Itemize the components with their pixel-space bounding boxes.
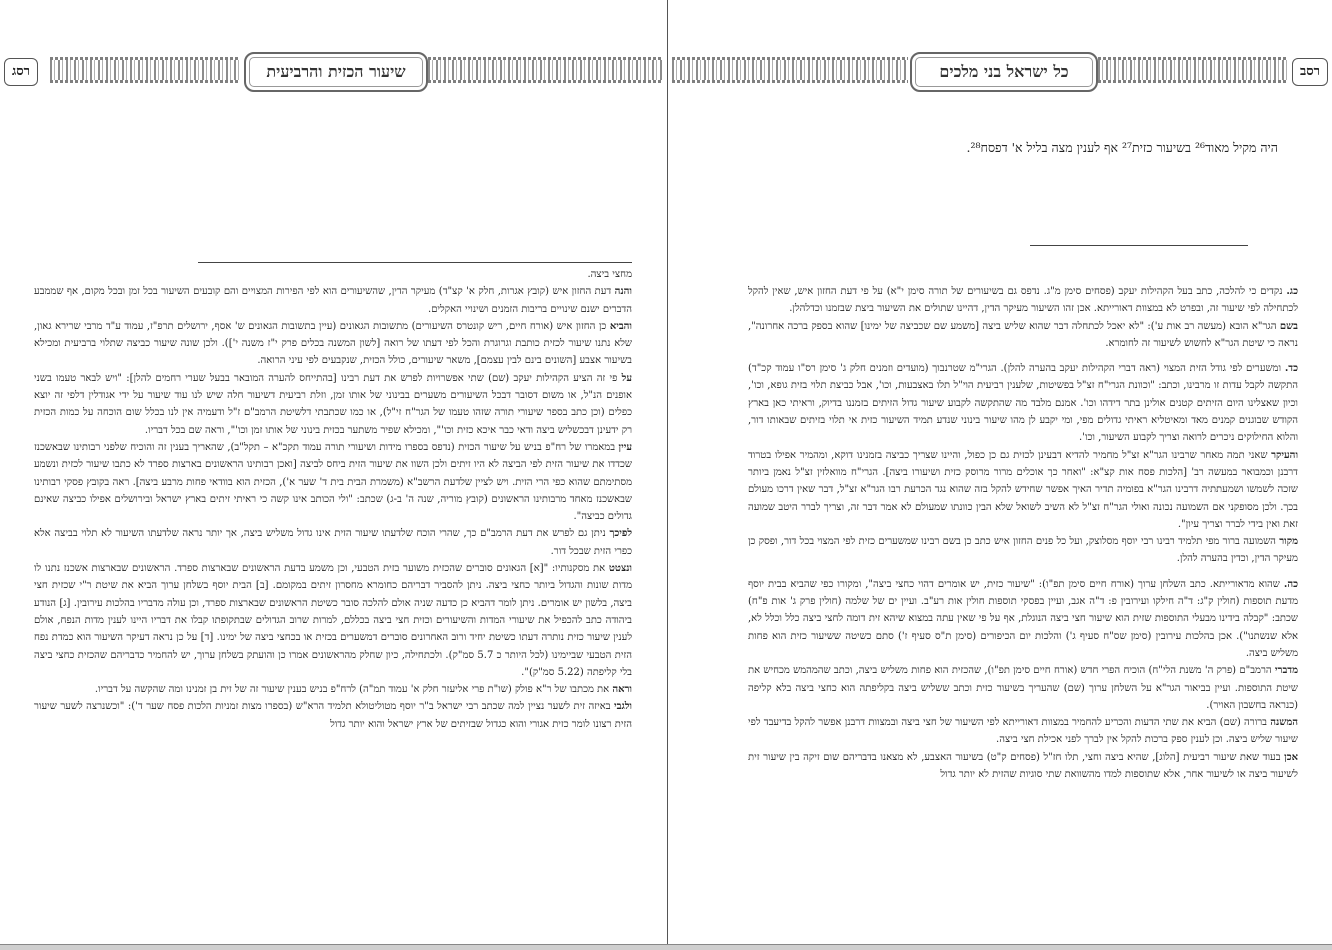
footnote-paragraph (748, 662, 1298, 714)
footnote-text: במאמרו של רח"פ בניש על שיעור הכזית (נדפס בספרו מידות ושיעורי תורה עמוד תקכ"א – תקל"ב), שהאריך בענין זה והוכיח שלפני רבותינו שבאשכנז שכדדו את שיעור הזית לפי הביצה לא היו זיתים ולכן השוו את שיעור הזית ביחס לביצה [ואכן רבותינו הראשונים בארצות ספרד לא כתבו שיעור לכזית ונשמע מסתימתם שהוא כפי הרי הזית. ויש לציין שלדעת הרשב"א (משמרת הבית בית ד' שער א'), הכזית הוא בוודאי פחות מרבע ביצה]. ראה בקובץ פסקי רבותינו שבאשכנז מאחד מרבותינו הראשונים (קובץ מוריה, שנה ה' ב-ג) שכתב: "ולי הכותב אינו קשה כי ראיתי זיתים בארץ ישראל ובירושלים אפילו כביצה שאינם גדולים כביצה". (34, 441, 632, 523)
page-number: רסג (4, 58, 38, 86)
ornamental-border (50, 60, 240, 80)
footnote-paragraph (34, 266, 632, 283)
footnote-text: שאני תמה מאחר שרבינו הגר"א זצ"ל מחמיר להדיא דבעינן לכזית גם כן כפול, והיינו שצריך כביצה בזמנינו דוקא, ומהמיר אפילו בטרוד דרבנן וכמבואר במעשה רב' [הלכות פסח אות קצ"א: "ואחר כך אוכלים מרור מרוסק כזית ושיעורו ביצה]. הגרי"ח מוואלזין זצ"ל נאמן ביותר שזכה לשמשו ושמעתתיה דרבינו הגר"א בפומיה תדיר האיך אפשר שחידש להקל בזה שהוא נגד הכרעת רבו הגר"א זצ"ל, דבר שאין דרכו מעולם בכך. ולכן מסופקני אם השמועה נכונה ואולי הגר"ח זצ"ל לא השיב לשואל שלא הבין כוונתו שמעולם לא אמר דבר זה, וצריך לברר היטב שמועה זאת ואין בידי לברר וצריך עיון". (748, 449, 1298, 530)
footnote-lead-word: על (621, 372, 632, 384)
footnote-paragraph (748, 360, 1298, 446)
footnotes-block (748, 283, 1298, 883)
paragraph-gap (748, 568, 1298, 576)
footnote-paragraph (748, 447, 1298, 533)
footnote-paragraph (748, 533, 1298, 568)
footnote-lead-word: המשנה (1270, 717, 1298, 729)
footnote-text: בעוד שאת שיעור רביעית [הלוג], שהיא ביצה וחצי, תלו חז"ל (פסחים ק"ט) בשיעור האצבע, לא מצאנו בדבריהם שום זיקה בין שיעור זית לשיעור ביצה או לשיעור אחר, אלא שתוספות למדו מהשוואת שתי סוגיות שהזית לא יותר גדול (748, 751, 1298, 781)
footnote-text: ניתן גם לפרש את דעת הרמב"ם כך, שהרי הוכח שלדעתו שיעור הזית אינו גדול משליש ביצה, אך יותר נראה שלדעתו השיעור לא תלוי בביצה אלא כפרי הזית שבכל דור. (34, 528, 632, 557)
footnote-lead-word: והעיקר (1271, 449, 1298, 461)
window-bottom-edge (0, 944, 1332, 950)
footnote-paragraph (34, 370, 632, 439)
right-page (668, 0, 1332, 944)
footnote-text: הגר"א הובא (מעשה רב אות ע'): "לא יאכל לכתחלה דבר שהוא שליש ביצה [משמע שם שכביצה של ימינו] שהוא בספק ברכה אחרונה", נראה כי שיטת הגר"א לחשוש לשיעור זה לחומרא. (748, 320, 1298, 349)
footnote-text: הרמב"ם (פרק ה' משנת הלי"ח) הוכיח הפרי חדש (אורח חיים סימן תפ"ו), שהכזית הוא פחות משליש ביצה, וכתב שהמהמש מכחיש את שיטת התוספות. ועיין בביאור הגר"א על השלחן ערוך (שם) שהעריך בשיעור כזית וכתב ששליש ביצה בקליפתה הוא כחצי ביצה בלא קליפה (כנראה בחשבון האויר). (748, 665, 1298, 711)
footnote-separator (1030, 245, 1248, 246)
footnote-lead-word: אכן (1284, 751, 1298, 763)
footnote-lead-word: והביא (609, 320, 632, 332)
ornamental-border (672, 60, 908, 80)
footnote-text: כן החזון איש (אורח חיים, ריש קונטרס השיעורים) מתשובות הגאונים (עיין בתשובות הגאונים ש' אסף, ירושלים תרפ"ז, עמוד ע"ד מרבי שרירא גאון, שלא נתנו שיעור לכזית כותבת וגרוגרת והכל לפי דעתו של רואה [לשון המשנה בכלים פרק י"ז משנה י']). ולכן שונה שיעור כביצה שתלוי ברביעית ומכילא בשיעור אצבע [השונים בינם לבין עצמם], משאר שיעורים, כולל הכזית, שנקבעים לפי עיני הרואה. (34, 320, 632, 367)
footnote-text: שהוא מדאורייתא. כתב השלחן ערוך (אורח חיים סימן תפ"ו): "שיעור כזית, יש אומרים דהוי כחצי ביצה", ומקורו כפי שהביא בבית יוסף מדעת תוספות (חולין ק"ג: ד"ה חילקו ועירובין פ: ד"ה אגב, ועיין בפסקי תוספות חולין אות רע"ב. ועיין ים של שלמה (חולין פרק ג' אות פ"ח) שכתב: "קבלה בידינו מבעלי התוספות שזית הוא שיעור חצי ביצה הנוגלת, אף על פי שאין עתה במצוא שיהא זית דומה לחצי ביצה כלל וכלל לא, אלא שנשתנו"). אכן בהלכות עירובין (סימן שס"ח סעיף ג') והלכות יום הכיפורים (סימן ת"ס סעיף ז') סתם כשיטה ששיעור כזית הוא פחות משליש ביצה. (748, 578, 1298, 659)
footnote-lead-word: לפיכך (609, 528, 632, 540)
footnote-text: נקדים כי להלכה, כתב בעל הקהילות יעקב (פסחים סימן מ"ג. נדפס גם בשיעורים של תורה סימן י"א) על פי דעת החזון איש, שאין להקל לכתחילה לפי שיעור זה, ובפרט לא במצוות דאורייתא. אכן זהו השיעור מעיקר הדין, דהיינו שתולים את השיעור ביצת שבזמנו וכדלהלן. (748, 286, 1298, 315)
footnote-text: השמועה ברור מפי תלמיד רבינו רבי יוסף מסלוצק, ועל כל פנים החזון איש כתב כן בשם רבינו שמשערים כזית לפי המצוי בכל דור, ופסק כן מעיקר הדין, וכדין בהערה להלן. (748, 536, 1298, 565)
footnote-text: ומשערים לפי גודל הזית המצוי (ראה דברי הקהילות יעקב בהערה להלן). הגרי"מ שטרנבוך (מועדים וזמנים חלק ג' סימן רס"ו עמוד קכ"ד) התקשה לקבל עדות זו מרבינו, וכתב: "וכוונת הגרי"ח זצ"ל בפשיטות, שלענין רביעית הוי"ל תלו באצבעות, וכו', אבל כביצת תלוי בזית גופא, וכו', וכיון שאצלינו היום הזיתים קטנים אולינן בתר דידהו וכו'. אמנם מלבד מה שהתקשה לקבוע שיעור גדול הזיתים בזמננו בדיוק, וראיתי כאן בארץ הקודש שבוגנים קמנים מאד ומאיטליא ראיתי גדולים מפי, ומי יקבע לן מהו שיעור בינוני שנדע תמיד השיעור כזית אי תלוי בזיתים שבאותו דור, והלוא החילוקים ניכרים לרואה וצריך לקבוע השיעור, וכו'. (748, 363, 1298, 444)
footnote-paragraph (748, 576, 1298, 662)
page-number: רסב (1292, 58, 1328, 86)
footnote-lead-word: כג. (1286, 286, 1298, 297)
footnote-paragraph (34, 525, 632, 560)
footnote-paragraph (34, 698, 632, 733)
footnote-lead-word: כה. (1283, 578, 1298, 590)
footnote-lead-word: ונצטט (608, 563, 632, 575)
gutter (667, 0, 668, 949)
footnote-paragraph (34, 560, 632, 681)
footnote-lead-word: וראה (612, 684, 632, 696)
footnote-paragraph (748, 283, 1298, 318)
footnote-paragraph (34, 283, 632, 318)
footnotes-block (34, 266, 632, 942)
footnote-text: מחצי ביצה. (587, 269, 632, 280)
footnote-paragraph (748, 318, 1298, 353)
footnote-text: פי זה הציע הקהילות יעקב (שם) שתי אפשרויות לפרש את דעת רבינו [בהתייחס להערה המובאר בבעל שערי רחמים להלן]: "ויש לבאר טעמו בשני אופנים הנ"ל, או משום דסובר דבכל השיעורים משערים בבינוני של אותו זמן, וזלת רביעית דשיעור חלה שיש לנו עוד שיעור על ידי אגודלין דלפי זה יוצא כפלים (וכן כתב בספר שיעורי תורה שזהו טעמו של הגר"ח זי"ל), או כמו שכתבתי דלשיטת הרמב"ם ז"ל ודעמיה אין לנו בכלל שום הוכחה על כמות הכזית רק ידעינן דבכשליש ביצה ודאי כבר איכא כזית וכו'", ומכילא שפיר משתער בכזית בינוני של אותו זמן וכו'", וראה שם בכל דבריו. (34, 372, 632, 436)
footnote-lead-word: מדברי (1274, 665, 1298, 677)
footnote-text: דעת החזון איש (קובץ אגרות, חלק א' קצ"ד) מעיקר הדין, שהשיעורים הוא לפי הפירות המצויים והם קובעים השיעור בכל זמן ובכל מקום, אף שממבע הדברים ישנם שינויים בריבות הזמנים ושינויי האקלים. (34, 286, 632, 315)
footnote-paragraph (748, 714, 1298, 749)
footnote-paragraph (34, 439, 632, 525)
footnote-text: את מסקנותיו: "[א] הגאונים סוברים שהכזית משוער בזית הטבעי, וכן משמע בדעת הראשונים שבארצות ספרד. הראשונים שבארצות אשכנז נתנו לו מדות שונות והגדול ביותר כחצי ביצה. ניתן להסביר דבריהם כחומרא מחסרון זיתים במקומם. [ב] הבית יוסף בשלחן ערוך הביא את שיטת ר"י שכזית חצי ביצה, בלשון יש אומרים. ניתן לומר דהביא כן כדעה שניה אולם להלכה סובר כשיטת הראשונים שבארצות ספרד, וכן עולה מדבריו בהלכות עירובין. [ג] הנודע ביהודה כתב להכפיל את שיעורי המדות והשיעורים וכזית חצי ביצה בכללם, למרות שרוב הגדולים שבתקופתו קבלו את דבריו היינו לענין מדות הנפח, אולם לענין שיעור כזית נותרה דעתו כשיטת יחיד ורוב האחרונים סוברים דמשערים בכזית או בכחצי ביצה של ימינו. [ד] על כן נראה דעיקר השיעור הוא כמדת נפח הזית הטבעי שביימינו (לכל היותר כ 5.7 סמ"ק). ולכתחילה, כיון שחלק מהראשונים אמרו כן והועתק בשלחן ערוך, יש להחמיר כדבריהם שהכזית כחצי ביצה בלי קליפתה (5.22 סמ"ק)". (34, 563, 632, 678)
footnote-text: ברורה (שם) הביא את שתי הדעות והכריע להחמיר במצוות דאורייתא לפי השיעור של חצי ביצה ובמצוות דרבנן אפשר להקל בדיעבד לפי שיעור שליש ביצה. וכן לענין ספק ברכות להקל אין לברך לפני אכילת חצי ביצה. (748, 717, 1298, 746)
footnote-lead-word: עיין (618, 441, 632, 453)
footnote-paragraph (34, 681, 632, 698)
footnote-paragraph (748, 749, 1298, 784)
running-head: כל ישראל בני מלכים (910, 52, 1098, 92)
footnote-lead-word: מקור (1279, 536, 1298, 548)
footnote-text: את מכתבו של ר"א פולק (שו"ת פרי אליעזר חלק א' עמוד תמ"ה) לרח"פ בניש בענין שיעור זה של זית בן זמנינו ומה שהקשה על דבריו. (94, 684, 613, 696)
paragraph-gap (748, 352, 1298, 360)
body-text: היה מקיל מאוד²⁶ בשיעור כזית²⁷ אף לענין מצה בליל א' דפסח²⁸. (966, 140, 1278, 155)
footnote-paragraph (34, 318, 632, 370)
running-head: שיעור הכזית והרביעית (244, 52, 428, 92)
footnote-text: באיזה זית לשער נציין למה שכתב רבי ישראל ב"ר יוסף מטוליטולא תלמיד הרא"ש (בספרו מצות זמניות הלכות פסח שער ד'): "וכשנרצה לשער שיעור הזית רצונו לומר כזית אגורי והוא כגדול שבזיתים של ארץ ישראל והוא יותר גדול (34, 701, 632, 730)
ornamental-border (1098, 60, 1288, 80)
footnote-separator (198, 262, 632, 263)
footnote-lead-word: ולגבי (614, 701, 632, 713)
footnote-lead-word: בשם (1279, 320, 1298, 332)
ornamental-border (428, 60, 662, 80)
footnote-lead-word: והנה (614, 286, 632, 298)
left-page (0, 0, 667, 944)
footnote-lead-word: כד. (1284, 363, 1298, 375)
